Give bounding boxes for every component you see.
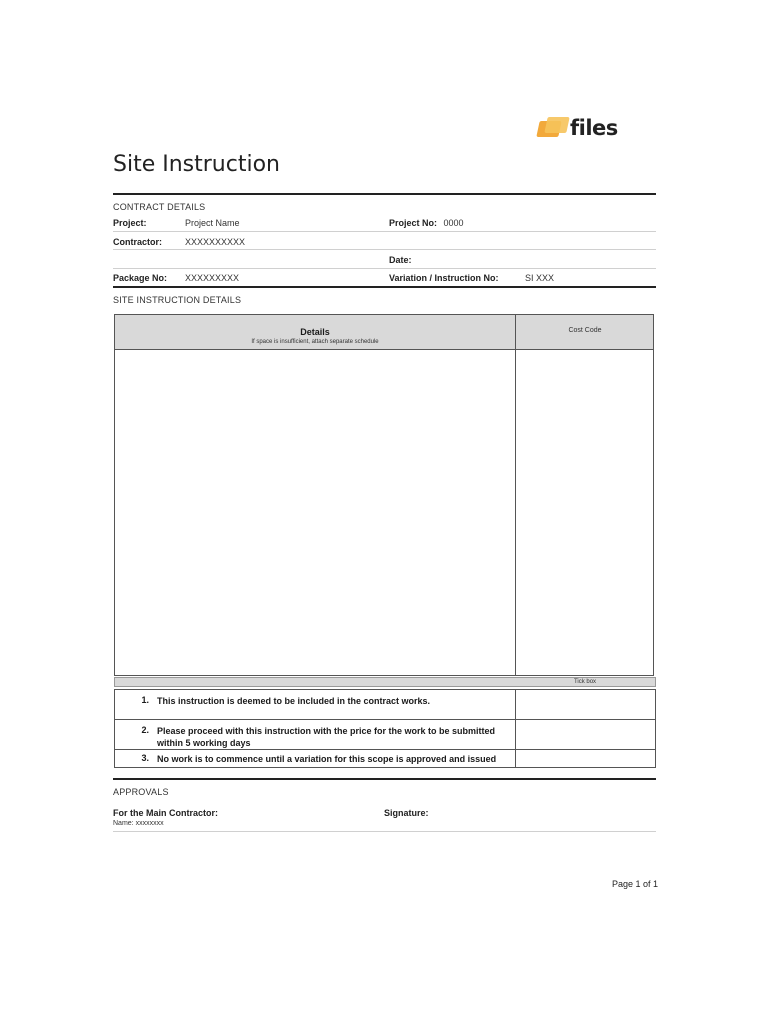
main-contractor-label: For the Main Contractor: [113, 808, 218, 818]
cost-code-area[interactable] [516, 350, 654, 675]
contract-divider [113, 286, 656, 288]
tick-box[interactable] [515, 690, 655, 719]
row-divider [113, 249, 656, 250]
project-label-wrap [113, 218, 147, 228]
brand-logo [538, 116, 618, 140]
files-logo-icon [538, 117, 568, 139]
approvals-divider [113, 778, 656, 780]
condition-text: This instruction is deemed to be included in the contract works. [157, 696, 431, 706]
approvals-bottom-divider [113, 831, 656, 832]
tick-box[interactable] [515, 750, 655, 767]
name-label: Name: [113, 820, 134, 827]
condition-number: 1. [141, 695, 149, 705]
condition-text: No work is to commence until a variation for this scope is approved and issued [157, 754, 497, 764]
details-subheader: If space is insufficient, attach separate schedule [251, 339, 379, 345]
site-details-heading: SITE INSTRUCTION DETAILS [113, 295, 242, 305]
contractor-field[interactable]: XXXXXXXXXX [185, 237, 246, 247]
approvals-heading: APPROVALS [113, 787, 169, 797]
tick-box[interactable] [515, 720, 655, 749]
package-field[interactable]: XXXXXXXXX [185, 273, 240, 283]
package-label: Package No: [113, 273, 168, 283]
contractor-label: Contractor: [113, 237, 162, 247]
logo-text: files [570, 116, 618, 140]
date-label: Date: [389, 255, 412, 265]
title-divider [113, 193, 656, 195]
tick-box-label: Tick box [573, 679, 597, 685]
tick-box-header [114, 677, 656, 687]
project-no-label: Project No: [389, 218, 438, 228]
condition-row [115, 750, 655, 767]
condition-row [115, 720, 655, 750]
condition-number: 2. [141, 725, 149, 735]
details-header: Details [300, 327, 330, 337]
condition-text: Please proceed with this instruction with the price for the work to be submitted within 5 working days [157, 726, 496, 748]
conditions-list [114, 689, 656, 768]
page-number: Page 1 of 1 [612, 879, 659, 889]
project-label: Project: [113, 218, 147, 228]
condition-number: 3. [141, 753, 149, 763]
details-table [114, 314, 654, 676]
signature-label: Signature: [384, 808, 429, 818]
condition-row [115, 690, 655, 720]
cost-code-header: Cost Code [568, 327, 602, 334]
contract-details-heading: CONTRACT DETAILS [113, 202, 206, 212]
project-name-field[interactable]: Project Name [185, 218, 240, 228]
row-divider [113, 231, 656, 232]
page-title: Site Instruction [113, 152, 280, 177]
project-no-field[interactable]: 0000 [443, 218, 464, 228]
variation-field[interactable]: SI XXX [525, 273, 555, 283]
name-field[interactable]: xxxxxxxx [135, 820, 164, 827]
details-text-area[interactable] [115, 350, 515, 675]
row-divider [113, 268, 656, 269]
variation-label: Variation / Instruction No: [389, 273, 499, 283]
